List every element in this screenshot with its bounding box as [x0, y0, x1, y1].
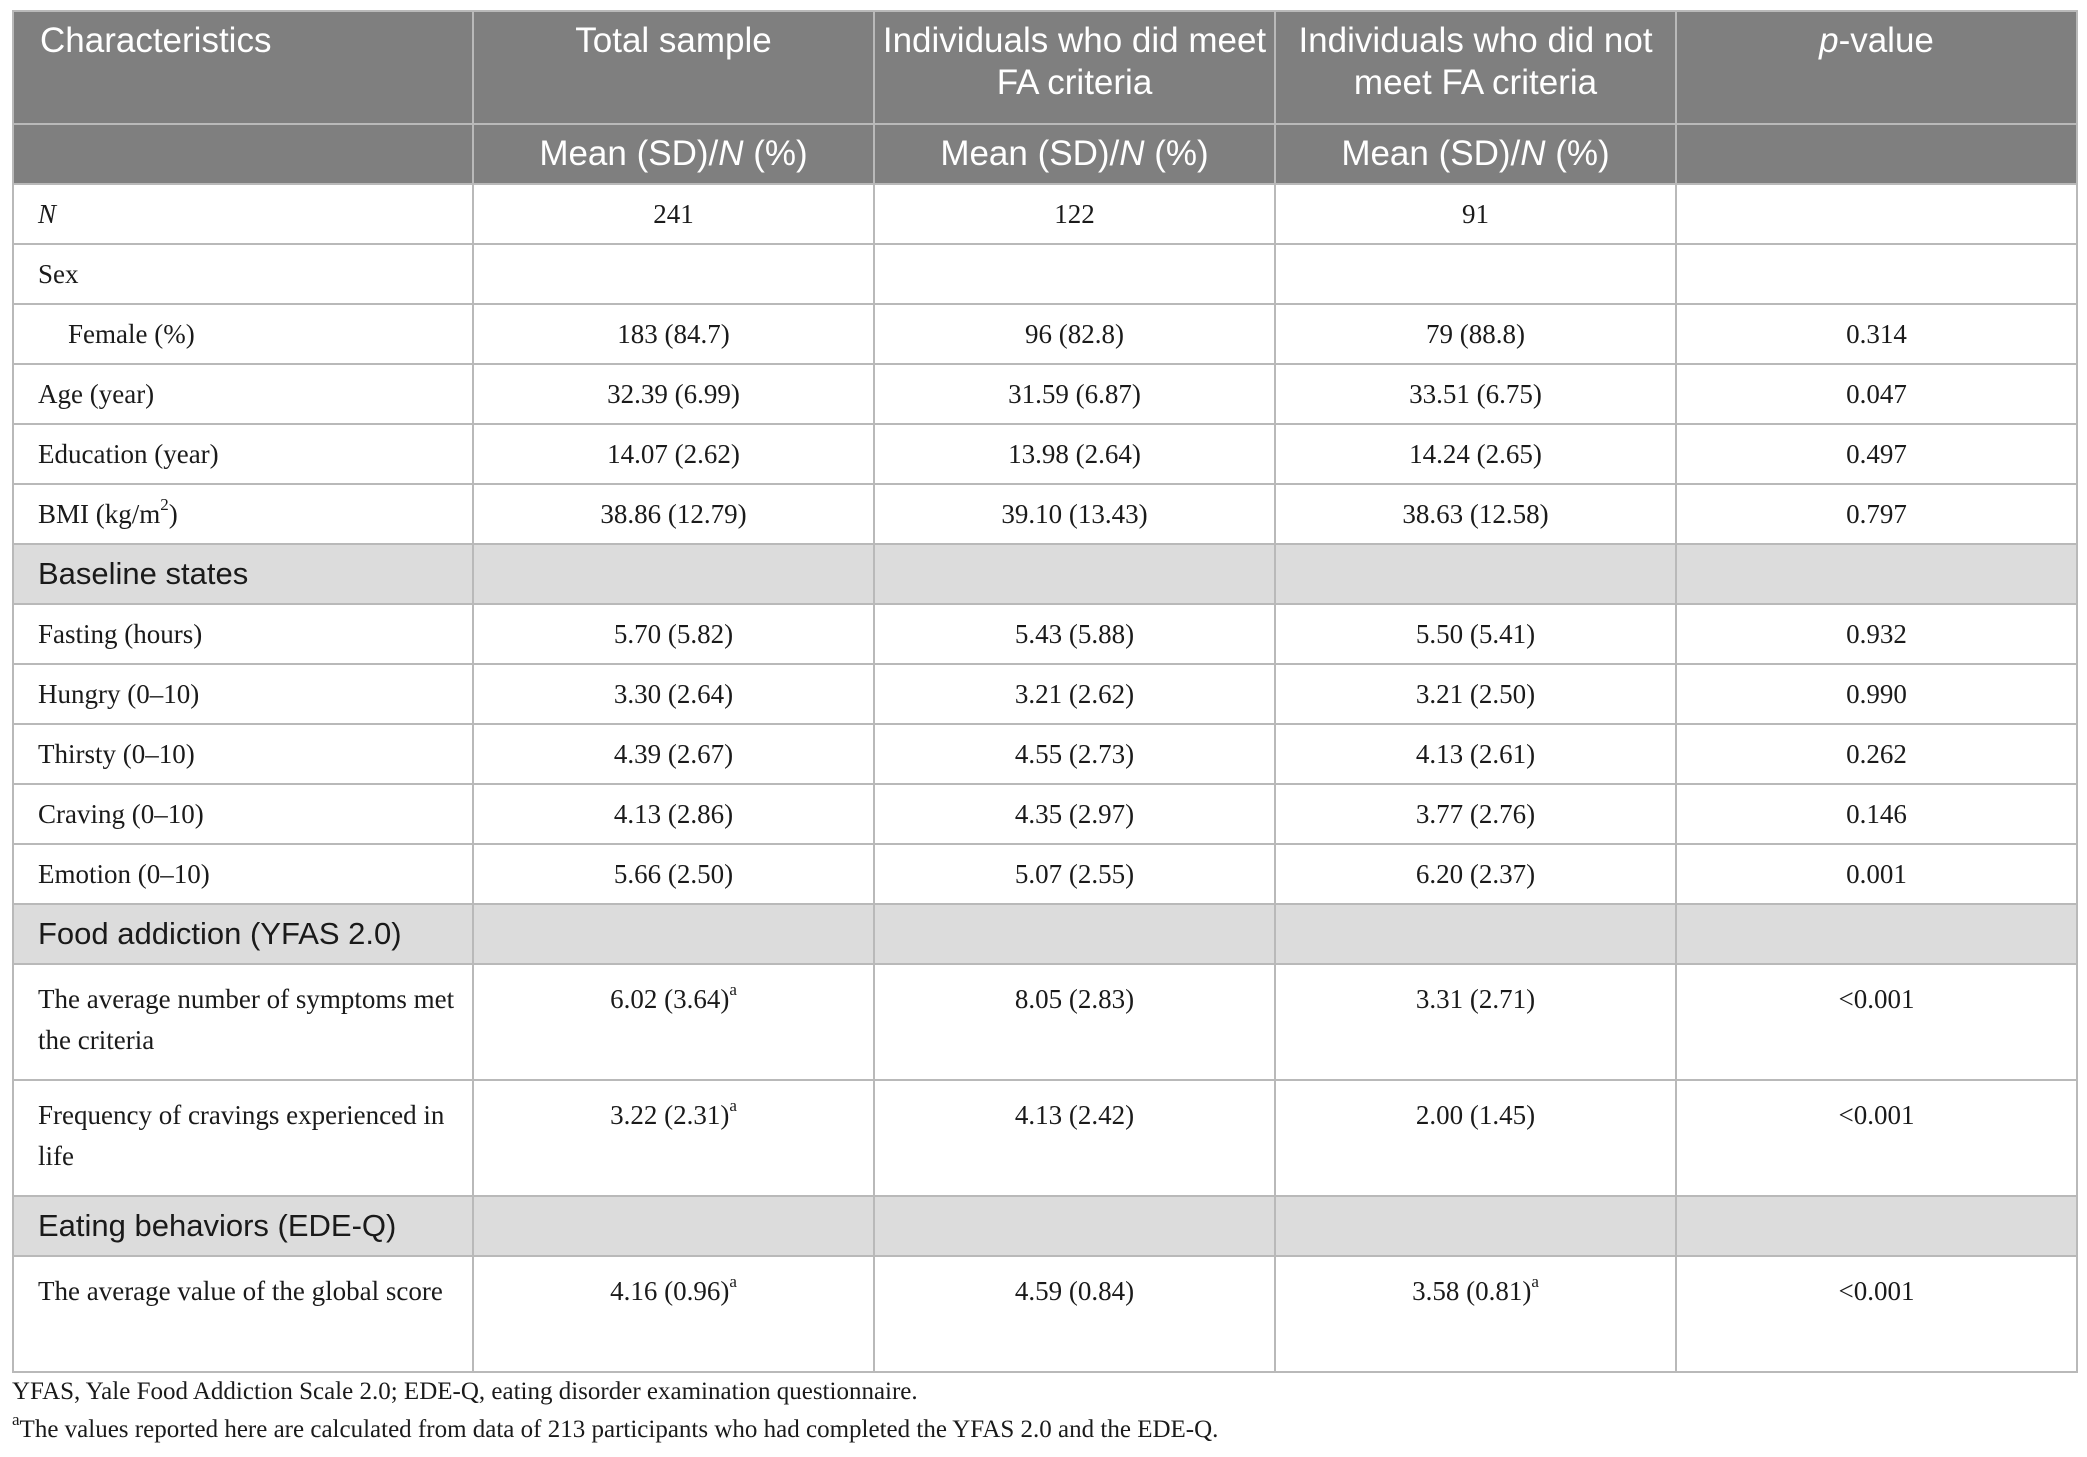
- cell-not-met: 3.31 (2.71): [1275, 964, 1676, 1080]
- cell-p: 0.047: [1676, 364, 2077, 424]
- cell-value: 3.58 (0.81): [1412, 1276, 1532, 1306]
- section-cell: [1676, 1196, 2077, 1256]
- cell-met: 31.59 (6.87): [874, 364, 1275, 424]
- cell-total: [473, 244, 874, 304]
- cell-p: 0.932: [1676, 604, 2077, 664]
- subheader-row: [13, 124, 2077, 184]
- section-cell: [1275, 544, 1676, 604]
- cell-met: [874, 244, 1275, 304]
- cell-total: 4.39 (2.67): [473, 724, 874, 784]
- cell-p: 0.146: [1676, 784, 2077, 844]
- table-row: [13, 604, 2077, 664]
- sub-suffix: (%): [743, 134, 808, 173]
- row-label: Sex: [13, 244, 473, 304]
- footnote-mark: a: [729, 980, 737, 999]
- section-cell: [473, 904, 874, 964]
- cell-total: [473, 1080, 874, 1196]
- row-label: The average value of the global score: [13, 1256, 473, 1372]
- cell-not-met: [1275, 244, 1676, 304]
- row-label: Frequency of cravings experienced in life: [13, 1080, 473, 1196]
- table-row: [13, 784, 2077, 844]
- section-cell: [874, 1196, 1275, 1256]
- cell-not-met: 2.00 (1.45): [1275, 1080, 1676, 1196]
- cell-total: 183 (84.7): [473, 304, 874, 364]
- cell-total: 32.39 (6.99): [473, 364, 874, 424]
- header-characteristics: Characteristics: [13, 11, 473, 124]
- row-label: Thirsty (0–10): [13, 724, 473, 784]
- bmi-label-sup: 2: [160, 494, 169, 514]
- subheader-met: [874, 124, 1275, 184]
- cell-p: <0.001: [1676, 1080, 2077, 1196]
- row-label: [13, 484, 473, 544]
- table-row: [13, 1080, 2077, 1196]
- cell-met: 4.35 (2.97): [874, 784, 1275, 844]
- cell-total: [473, 964, 874, 1080]
- cell-met: 96 (82.8): [874, 304, 1275, 364]
- cell-not-met: 3.21 (2.50): [1275, 664, 1676, 724]
- table-row: [13, 304, 2077, 364]
- section-cell: [473, 544, 874, 604]
- row-label: The average number of symptoms met the criteria: [13, 964, 473, 1080]
- cell-met: 13.98 (2.64): [874, 424, 1275, 484]
- footnote-mark: a: [729, 1096, 737, 1115]
- footnote-mark: a: [1531, 1272, 1539, 1291]
- header-total-sample: Total sample: [473, 11, 874, 124]
- table-row: [13, 484, 2077, 544]
- section-label: Baseline states: [13, 544, 473, 604]
- p-italic: p: [1819, 21, 1839, 60]
- sub-suffix: (%): [1545, 134, 1610, 173]
- cell-met: 8.05 (2.83): [874, 964, 1275, 1080]
- cell-not-met: 38.63 (12.58): [1275, 484, 1676, 544]
- section-row-food-addiction: [13, 904, 2077, 964]
- subheader-empty: [13, 124, 473, 184]
- section-label: Food addiction (YFAS 2.0): [13, 904, 473, 964]
- cell-not-met: 5.50 (5.41): [1275, 604, 1676, 664]
- table-row: [13, 964, 2077, 1080]
- row-label: Female (%): [13, 304, 473, 364]
- cell-p: [1676, 244, 2077, 304]
- sub-prefix: Mean (SD)/: [539, 134, 719, 173]
- characteristics-table-container: [12, 10, 2076, 1373]
- cell-total: 241: [473, 184, 874, 244]
- sub-n: N: [1520, 134, 1546, 173]
- section-cell: [874, 904, 1275, 964]
- cell-met: 4.59 (0.84): [874, 1256, 1275, 1372]
- cell-met: 122: [874, 184, 1275, 244]
- cell-met: 3.21 (2.62): [874, 664, 1275, 724]
- section-label: Eating behaviors (EDE-Q): [13, 1196, 473, 1256]
- footnote-a-text: The values reported here are calculated from data of 213 participants who had completed the YFAS 2.0 and the EDE-Q.: [19, 1416, 1219, 1443]
- cell-p: 0.314: [1676, 304, 2077, 364]
- row-label: Fasting (hours): [13, 604, 473, 664]
- cell-p: <0.001: [1676, 964, 2077, 1080]
- cell-not-met: 33.51 (6.75): [1275, 364, 1676, 424]
- section-row-baseline: [13, 544, 2077, 604]
- header-fa-met: Individuals who did meet FA criteria: [874, 11, 1275, 124]
- n-italic: N: [38, 198, 57, 229]
- cell-total: 5.66 (2.50): [473, 844, 874, 904]
- header-row: [13, 11, 2077, 124]
- cell-total: 14.07 (2.62): [473, 424, 874, 484]
- table-row: [13, 364, 2077, 424]
- header-fa-not-met: Individuals who did not meet FA criteria: [1275, 11, 1676, 124]
- row-label: Craving (0–10): [13, 784, 473, 844]
- cell-met: 4.55 (2.73): [874, 724, 1275, 784]
- subheader-p-empty: [1676, 124, 2077, 184]
- bmi-label-pre: BMI (kg/m: [38, 498, 161, 529]
- sub-suffix: (%): [1144, 134, 1209, 173]
- cell-total: 38.86 (12.79): [473, 484, 874, 544]
- cell-not-met: 79 (88.8): [1275, 304, 1676, 364]
- row-label: Hungry (0–10): [13, 664, 473, 724]
- cell-total: 3.30 (2.64): [473, 664, 874, 724]
- table-row: [13, 424, 2077, 484]
- sub-prefix: Mean (SD)/: [1341, 134, 1521, 173]
- row-label: Emotion (0–10): [13, 844, 473, 904]
- section-cell: [1676, 904, 2077, 964]
- section-cell: [1275, 904, 1676, 964]
- cell-total: 4.13 (2.86): [473, 784, 874, 844]
- section-cell: [1676, 544, 2077, 604]
- sub-n: N: [718, 134, 744, 173]
- cell-value: 3.22 (2.31): [610, 1100, 730, 1130]
- cell-not-met: 6.20 (2.37): [1275, 844, 1676, 904]
- sub-prefix: Mean (SD)/: [940, 134, 1120, 173]
- cell-total: [473, 1256, 874, 1372]
- cell-value: 6.02 (3.64): [610, 984, 730, 1014]
- cell-p: [1676, 184, 2077, 244]
- bmi-label-post: ): [168, 498, 178, 529]
- cell-p: <0.001: [1676, 1256, 2077, 1372]
- cell-not-met: [1275, 1256, 1676, 1372]
- footnote-mark: a: [729, 1272, 737, 1291]
- cell-met: 39.10 (13.43): [874, 484, 1275, 544]
- table-row: [13, 1256, 2077, 1372]
- cell-p: 0.990: [1676, 664, 2077, 724]
- section-cell: [473, 1196, 874, 1256]
- cell-not-met: 3.77 (2.76): [1275, 784, 1676, 844]
- cell-met: 5.07 (2.55): [874, 844, 1275, 904]
- table-row: [13, 244, 2077, 304]
- cell-met: 5.43 (5.88): [874, 604, 1275, 664]
- cell-p: 0.001: [1676, 844, 2077, 904]
- footnote-abbreviations: YFAS, Yale Food Addiction Scale 2.0; EDE-Q, eating disorder examination questionnaire.: [12, 1378, 918, 1405]
- characteristics-table: [12, 10, 2078, 1373]
- section-row-eating-behaviors: [13, 1196, 2077, 1256]
- cell-not-met: 91: [1275, 184, 1676, 244]
- subheader-total: [473, 124, 874, 184]
- section-cell: [1275, 1196, 1676, 1256]
- cell-p: 0.262: [1676, 724, 2077, 784]
- cell-not-met: 14.24 (2.65): [1275, 424, 1676, 484]
- cell-not-met: 4.13 (2.61): [1275, 724, 1676, 784]
- header-p-value: [1676, 11, 2077, 124]
- row-label: Age (year): [13, 364, 473, 424]
- table-row: [13, 724, 2077, 784]
- table-row: [13, 184, 2077, 244]
- footnote-a: [12, 1409, 2072, 1444]
- cell-p: 0.797: [1676, 484, 2077, 544]
- cell-met: 4.13 (2.42): [874, 1080, 1275, 1196]
- row-label: Education (year): [13, 424, 473, 484]
- cell-value: 4.16 (0.96): [610, 1276, 730, 1306]
- subheader-not-met: [1275, 124, 1676, 184]
- cell-p: 0.497: [1676, 424, 2077, 484]
- p-rest: -value: [1838, 21, 1934, 60]
- sub-n: N: [1119, 134, 1145, 173]
- cell-total: 5.70 (5.82): [473, 604, 874, 664]
- footnote-a-mark: a: [12, 1409, 20, 1429]
- row-label: [13, 184, 473, 244]
- table-row: [13, 844, 2077, 904]
- section-cell: [874, 544, 1275, 604]
- table-row: [13, 664, 2077, 724]
